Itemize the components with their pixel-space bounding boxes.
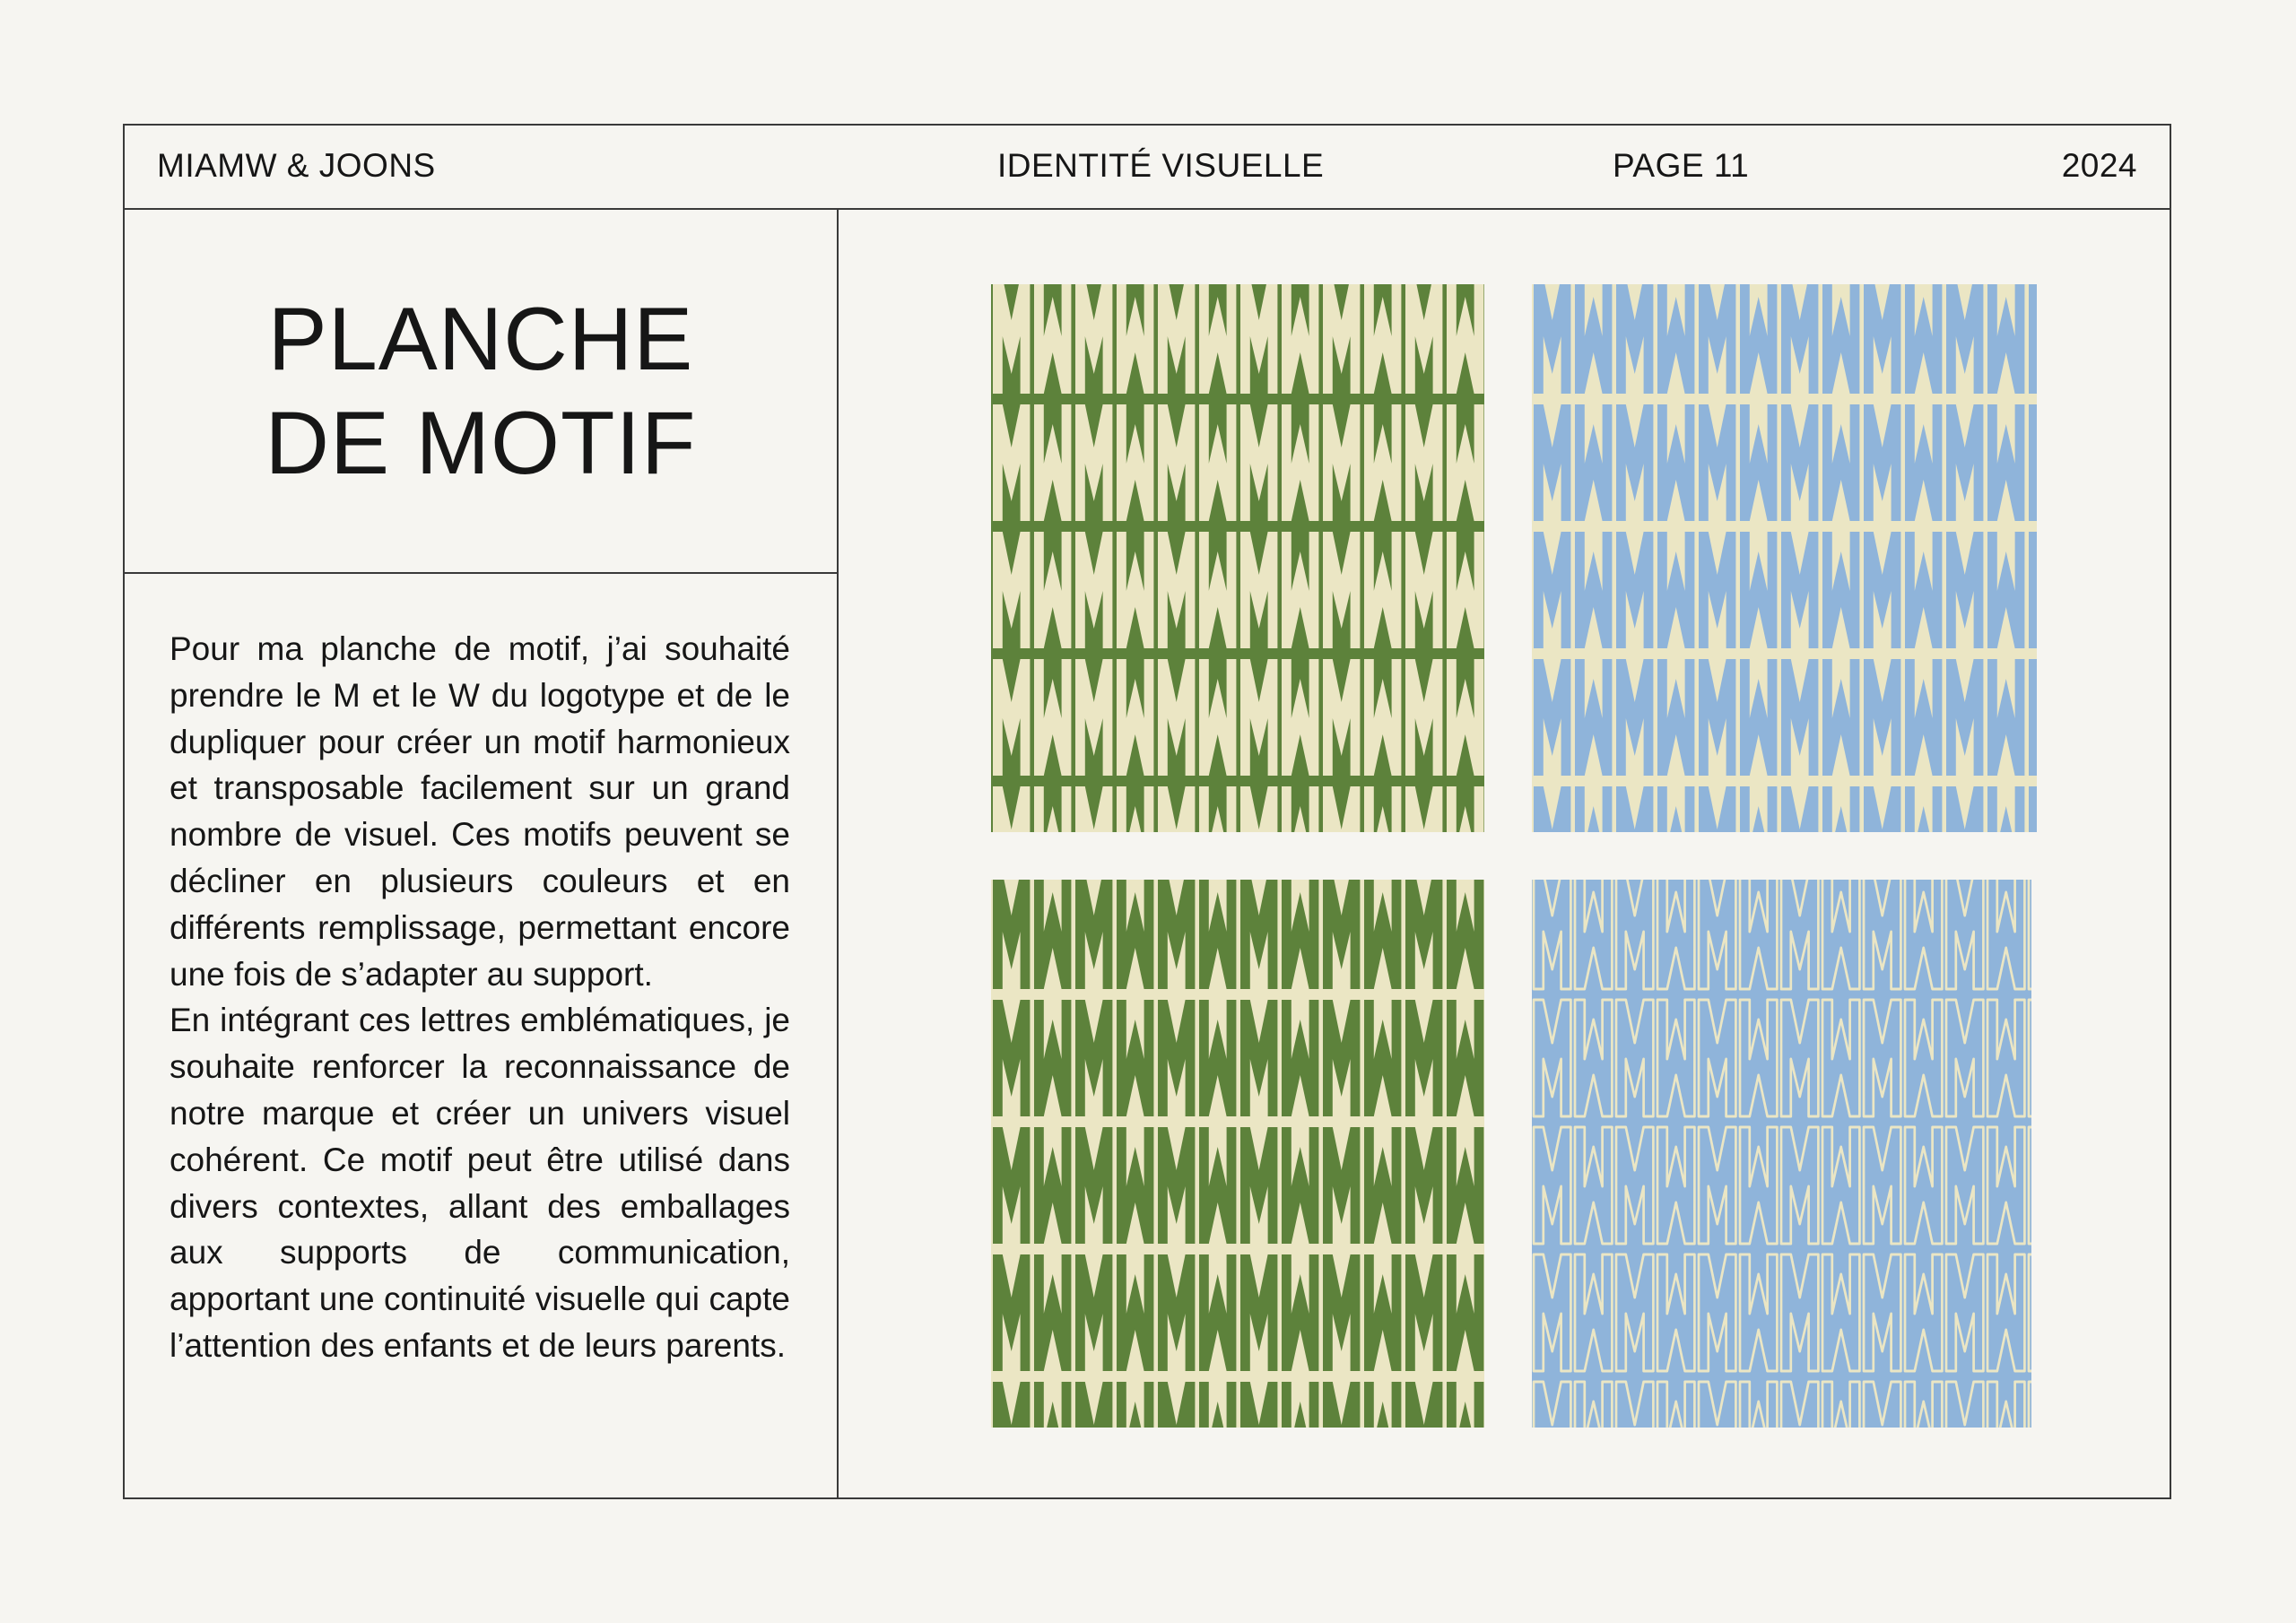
- pattern-blue-on-cream-svg: [1532, 284, 2037, 832]
- page-number: PAGE 11: [1613, 147, 1750, 184]
- letter-m-mark: [2029, 786, 2037, 832]
- pattern-cream-on-green: [991, 284, 1484, 832]
- description-paragraph-1: Pour ma planche de motif, j’ai souhaité prendre le M et le W du logotype et de le dupliquer pour créer un motif harmonieux et transposable facilement sur un grand nombre de visuel. Ces motifs peuvent se décliner en plusieurs couleurs et en différents remplissage, permettant encore une fois de s’adapter au support.: [170, 630, 790, 993]
- page-header: [125, 126, 2170, 210]
- title-line-2: DE MOTIF: [265, 393, 697, 492]
- description-paragraph-2: En intégrant ces lettres emblématiques, je souhaite renforcer la reconnaissance de notre marque et créer un univers visuel cohérent. Ce motif peut être utilisé dans divers contextes, allant des emballages aux supports de communication, apportant une continuité visuelle qui capte l’attention des enfants et de leurs parents.: [170, 1002, 790, 1364]
- text-column: [125, 208, 839, 1497]
- pattern-blue-on-cream: [1532, 284, 2037, 832]
- letter-m-mark: [2029, 404, 2037, 521]
- pattern-outline-on-blue: [1532, 880, 2031, 1428]
- brand-name: MIAMW & JOONS: [157, 147, 436, 184]
- pattern-cream-on-green-svg: [991, 284, 1484, 832]
- letter-m-mark: [2029, 284, 2037, 394]
- section-title: IDENTITÉ VISUELLE: [997, 147, 1325, 184]
- letter-m-mark: [2029, 532, 2037, 648]
- pattern-green-on-cream-svg: [991, 880, 1484, 1428]
- page-title: [125, 287, 837, 495]
- description-text: [170, 626, 790, 1369]
- title-line-1: PLANCHE: [267, 289, 694, 388]
- pattern-outline-on-blue-svg: [1532, 880, 2031, 1428]
- title-box: [125, 208, 837, 574]
- year-label: 2024: [2061, 147, 2137, 184]
- pattern-green-on-cream: [991, 880, 1484, 1428]
- letter-m-mark: [2029, 659, 2037, 776]
